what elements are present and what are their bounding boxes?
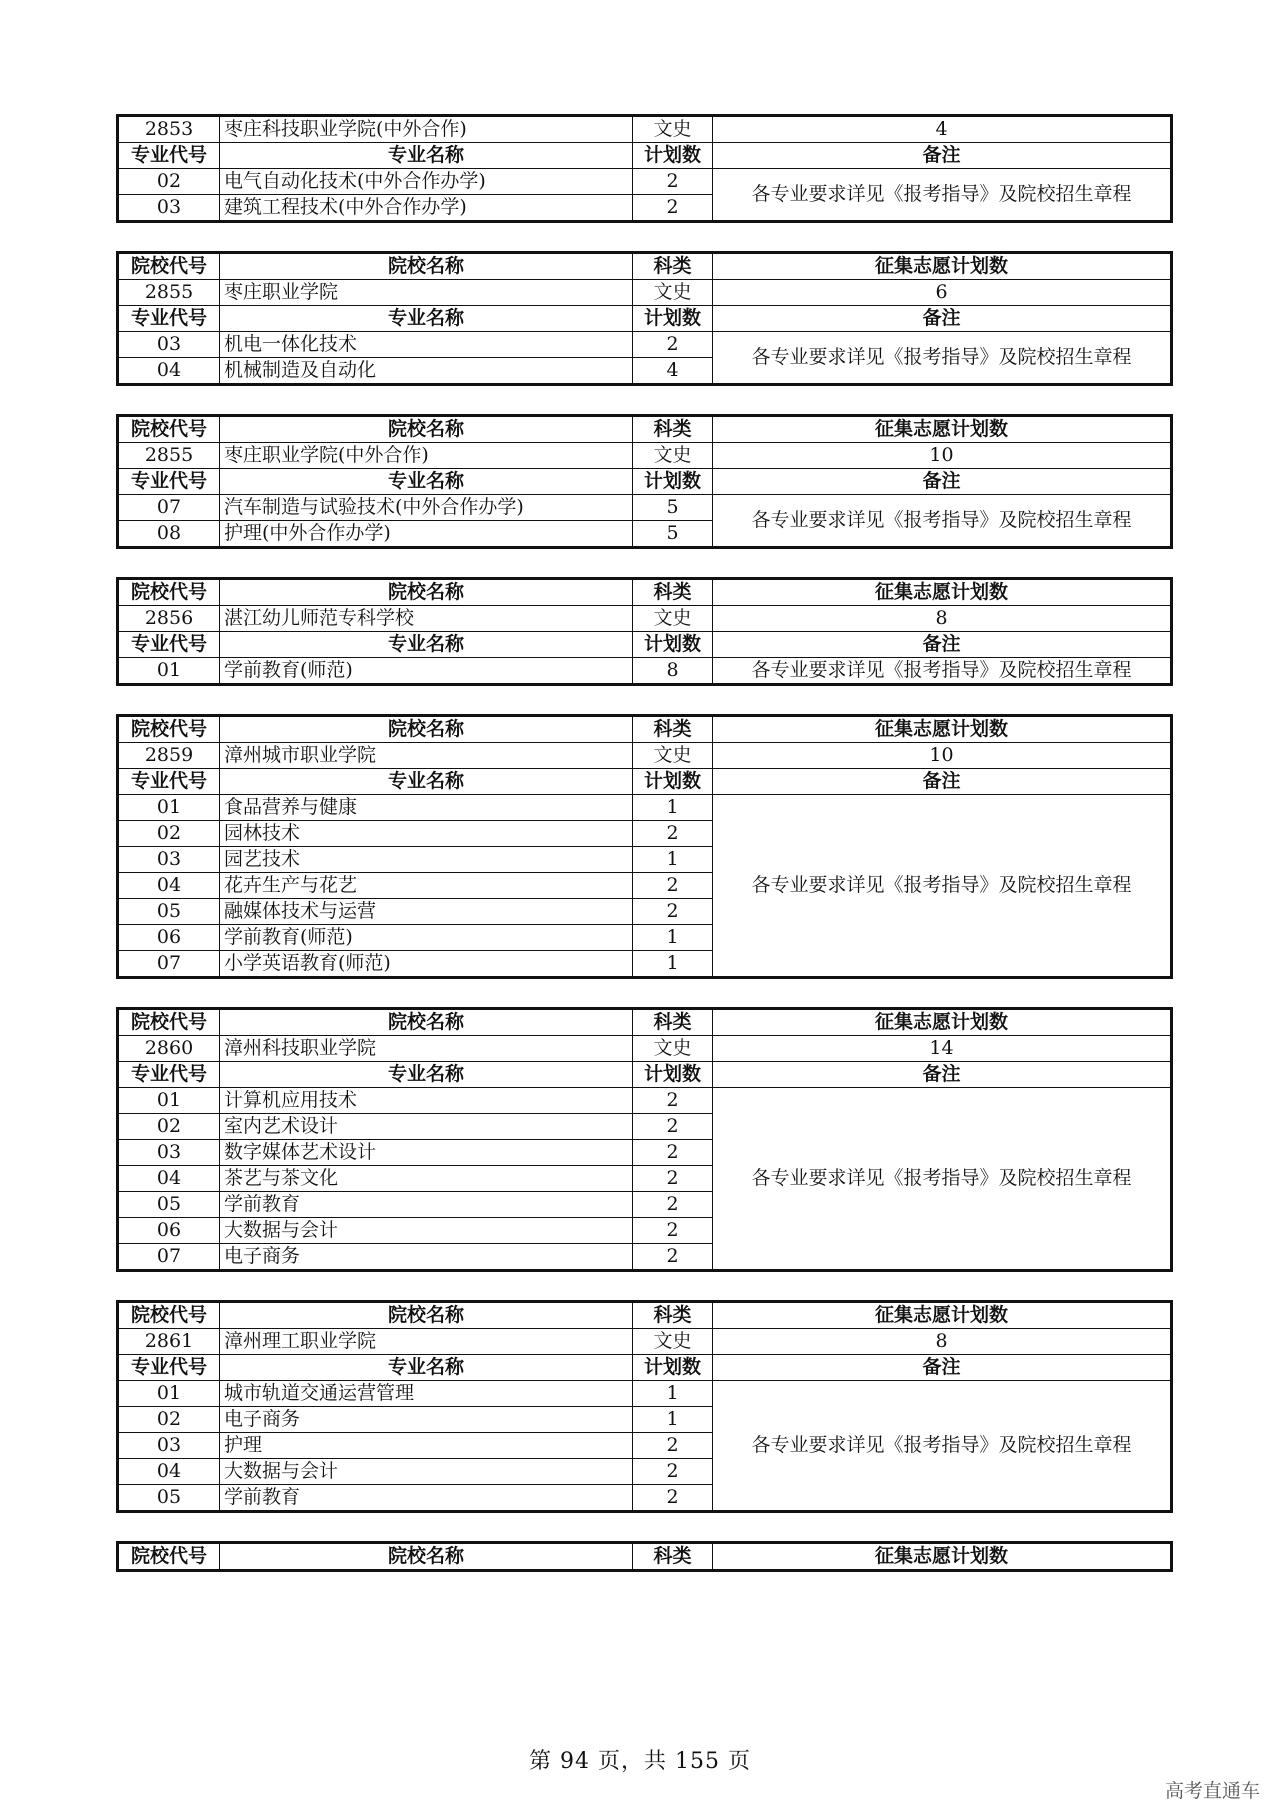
major-plan-count: 2 (633, 1459, 713, 1485)
subject: 文史 (633, 1036, 713, 1062)
header-plan-count: 计划数 (633, 1355, 713, 1381)
header-remark: 备注 (713, 1062, 1172, 1088)
major-name: 机械制造及自动化 (220, 358, 633, 385)
major-code: 08 (118, 521, 220, 548)
header-major-code: 专业代号 (118, 143, 220, 169)
school-info-row (118, 280, 1172, 306)
major-plan-count: 2 (633, 1166, 713, 1192)
header-major-name: 专业名称 (220, 632, 633, 658)
major-name: 小学英语教育(师范) (220, 951, 633, 978)
school-code: 2859 (118, 743, 220, 769)
remark: 各专业要求详见《报考指导》及院校招生章程 (713, 1088, 1172, 1271)
header-plan-total: 征集志愿计划数 (713, 1543, 1172, 1571)
major-name: 数字媒体艺术设计 (220, 1140, 633, 1166)
header-school-name: 院校名称 (220, 579, 633, 606)
subject: 文史 (633, 116, 713, 143)
school-name: 湛江幼儿师范专科学校 (220, 606, 633, 632)
major-plan-count: 2 (633, 821, 713, 847)
school-block (116, 414, 1173, 549)
major-header-row (118, 143, 1172, 169)
header-school-name: 院校名称 (220, 416, 633, 443)
remark: 各专业要求详见《报考指导》及院校招生章程 (713, 658, 1172, 685)
watermark-text: 高考直通车 (1164, 1780, 1260, 1802)
major-header-row (118, 769, 1172, 795)
major-name: 机电一体化技术 (220, 332, 633, 358)
major-code: 04 (118, 873, 220, 899)
header-school-name: 院校名称 (220, 1543, 633, 1571)
major-name: 学前教育 (220, 1485, 633, 1512)
school-code: 2855 (118, 443, 220, 469)
major-plan-count: 1 (633, 1407, 713, 1433)
school-header-row (118, 1543, 1172, 1571)
page-number: 第 94 页，共 155 页 (529, 1749, 751, 1774)
school-name: 枣庄职业学院 (220, 280, 633, 306)
major-code: 02 (118, 821, 220, 847)
major-plan-count: 1 (633, 951, 713, 978)
major-row (118, 332, 1172, 358)
header-school-name: 院校名称 (220, 1302, 633, 1329)
major-header-row (118, 632, 1172, 658)
header-remark: 备注 (713, 769, 1172, 795)
header-remark: 备注 (713, 306, 1172, 332)
major-plan-count: 2 (633, 899, 713, 925)
school-block (116, 1541, 1173, 1572)
major-code: 06 (118, 925, 220, 951)
header-school-name: 院校名称 (220, 1009, 633, 1036)
header-school-name: 院校名称 (220, 253, 633, 280)
major-row (118, 658, 1172, 685)
major-name: 电气自动化技术(中外合作办学) (220, 169, 633, 195)
admission-plan-tables (116, 114, 1170, 1600)
major-code: 03 (118, 847, 220, 873)
plan-total: 6 (713, 280, 1172, 306)
remark: 各专业要求详见《报考指导》及院校招生章程 (713, 495, 1172, 548)
header-subject: 科类 (633, 1302, 713, 1329)
major-plan-count: 2 (633, 332, 713, 358)
header-plan-count: 计划数 (633, 469, 713, 495)
header-major-name: 专业名称 (220, 143, 633, 169)
school-block (116, 114, 1173, 223)
school-block (116, 1300, 1173, 1513)
header-major-code: 专业代号 (118, 1355, 220, 1381)
major-code: 05 (118, 1192, 220, 1218)
major-plan-count: 1 (633, 1381, 713, 1407)
major-name: 大数据与会计 (220, 1459, 633, 1485)
major-code: 04 (118, 358, 220, 385)
major-code: 01 (118, 658, 220, 685)
major-name: 茶艺与茶文化 (220, 1166, 633, 1192)
header-school-code: 院校代号 (118, 579, 220, 606)
major-code: 03 (118, 332, 220, 358)
school-header-row (118, 579, 1172, 606)
remark: 各专业要求详见《报考指导》及院校招生章程 (713, 795, 1172, 978)
major-name: 学前教育 (220, 1192, 633, 1218)
header-major-code: 专业代号 (118, 632, 220, 658)
plan-total: 4 (713, 116, 1172, 143)
major-header-row (118, 306, 1172, 332)
header-major-name: 专业名称 (220, 1062, 633, 1088)
school-name: 漳州科技职业学院 (220, 1036, 633, 1062)
major-name: 护理(中外合作办学) (220, 521, 633, 548)
major-code: 07 (118, 495, 220, 521)
major-code: 01 (118, 1088, 220, 1114)
plan-total: 14 (713, 1036, 1172, 1062)
school-code: 2860 (118, 1036, 220, 1062)
header-major-name: 专业名称 (220, 769, 633, 795)
major-plan-count: 2 (633, 1433, 713, 1459)
header-plan-total: 征集志愿计划数 (713, 1009, 1172, 1036)
major-row (118, 795, 1172, 821)
major-name: 大数据与会计 (220, 1218, 633, 1244)
major-plan-count: 1 (633, 925, 713, 951)
header-subject: 科类 (633, 253, 713, 280)
major-plan-count: 2 (633, 1192, 713, 1218)
header-school-name: 院校名称 (220, 716, 633, 743)
major-plan-count: 2 (633, 169, 713, 195)
subject: 文史 (633, 443, 713, 469)
major-plan-count: 4 (633, 358, 713, 385)
header-school-code: 院校代号 (118, 1302, 220, 1329)
header-plan-total: 征集志愿计划数 (713, 416, 1172, 443)
major-name: 融媒体技术与运营 (220, 899, 633, 925)
major-code: 07 (118, 1244, 220, 1271)
major-name: 建筑工程技术(中外合作办学) (220, 195, 633, 222)
major-code: 03 (118, 1140, 220, 1166)
header-subject: 科类 (633, 1543, 713, 1571)
school-code: 2861 (118, 1329, 220, 1355)
school-name: 枣庄科技职业学院(中外合作) (220, 116, 633, 143)
header-school-code: 院校代号 (118, 716, 220, 743)
header-school-code: 院校代号 (118, 253, 220, 280)
school-block (116, 251, 1173, 386)
school-header-row (118, 1009, 1172, 1036)
header-remark: 备注 (713, 632, 1172, 658)
major-code: 03 (118, 1433, 220, 1459)
major-code: 01 (118, 795, 220, 821)
header-plan-count: 计划数 (633, 769, 713, 795)
major-plan-count: 2 (633, 1244, 713, 1271)
major-code: 03 (118, 195, 220, 222)
major-plan-count: 2 (633, 1485, 713, 1512)
header-remark: 备注 (713, 1355, 1172, 1381)
major-name: 电子商务 (220, 1244, 633, 1271)
subject: 文史 (633, 1329, 713, 1355)
header-plan-total: 征集志愿计划数 (713, 253, 1172, 280)
major-code: 07 (118, 951, 220, 978)
major-name: 食品营养与健康 (220, 795, 633, 821)
header-subject: 科类 (633, 579, 713, 606)
school-name: 漳州理工职业学院 (220, 1329, 633, 1355)
major-name: 室内艺术设计 (220, 1114, 633, 1140)
major-plan-count: 2 (633, 1114, 713, 1140)
school-name: 枣庄职业学院(中外合作) (220, 443, 633, 469)
subject: 文史 (633, 606, 713, 632)
header-school-code: 院校代号 (118, 1009, 220, 1036)
major-plan-count: 5 (633, 495, 713, 521)
header-major-name: 专业名称 (220, 469, 633, 495)
major-name: 护理 (220, 1433, 633, 1459)
remark: 各专业要求详见《报考指导》及院校招生章程 (713, 332, 1172, 385)
school-block (116, 577, 1173, 686)
major-name: 电子商务 (220, 1407, 633, 1433)
major-code: 06 (118, 1218, 220, 1244)
header-major-name: 专业名称 (220, 1355, 633, 1381)
header-plan-count: 计划数 (633, 1062, 713, 1088)
major-name: 计算机应用技术 (220, 1088, 633, 1114)
school-code: 2853 (118, 116, 220, 143)
major-name: 汽车制造与试验技术(中外合作办学) (220, 495, 633, 521)
major-code: 02 (118, 1114, 220, 1140)
remark: 各专业要求详见《报考指导》及院校招生章程 (713, 1381, 1172, 1512)
subject: 文史 (633, 743, 713, 769)
major-header-row (118, 469, 1172, 495)
major-code: 04 (118, 1459, 220, 1485)
header-plan-total: 征集志愿计划数 (713, 579, 1172, 606)
major-name: 园林技术 (220, 821, 633, 847)
plan-total: 8 (713, 1329, 1172, 1355)
header-major-code: 专业代号 (118, 306, 220, 332)
header-remark: 备注 (713, 469, 1172, 495)
school-block (116, 714, 1173, 979)
plan-total: 8 (713, 606, 1172, 632)
major-row (118, 1381, 1172, 1407)
header-plan-total: 征集志愿计划数 (713, 716, 1172, 743)
school-header-row (118, 416, 1172, 443)
school-code: 2856 (118, 606, 220, 632)
plan-total: 10 (713, 743, 1172, 769)
school-header-row (118, 253, 1172, 280)
major-plan-count: 8 (633, 658, 713, 685)
school-block (116, 1007, 1173, 1272)
remark: 各专业要求详见《报考指导》及院校招生章程 (713, 169, 1172, 222)
header-school-code: 院校代号 (118, 1543, 220, 1571)
header-major-code: 专业代号 (118, 769, 220, 795)
major-plan-count: 2 (633, 1140, 713, 1166)
major-header-row (118, 1062, 1172, 1088)
subject: 文史 (633, 280, 713, 306)
major-code: 01 (118, 1381, 220, 1407)
header-plan-count: 计划数 (633, 143, 713, 169)
school-info-row (118, 443, 1172, 469)
major-code: 04 (118, 1166, 220, 1192)
major-row (118, 495, 1172, 521)
header-major-code: 专业代号 (118, 469, 220, 495)
major-plan-count: 2 (633, 873, 713, 899)
header-plan-count: 计划数 (633, 632, 713, 658)
school-code: 2855 (118, 280, 220, 306)
school-name: 漳州城市职业学院 (220, 743, 633, 769)
major-row (118, 1088, 1172, 1114)
major-name: 园艺技术 (220, 847, 633, 873)
school-header-row (118, 716, 1172, 743)
major-plan-count: 2 (633, 1088, 713, 1114)
header-major-code: 专业代号 (118, 1062, 220, 1088)
school-header-row (118, 1302, 1172, 1329)
school-info-row (118, 1036, 1172, 1062)
major-code: 05 (118, 899, 220, 925)
major-name: 城市轨道交通运营管理 (220, 1381, 633, 1407)
school-info-row (118, 116, 1172, 143)
major-name: 学前教育(师范) (220, 658, 633, 685)
header-subject: 科类 (633, 716, 713, 743)
school-info-row (118, 1329, 1172, 1355)
major-code: 05 (118, 1485, 220, 1512)
plan-total: 10 (713, 443, 1172, 469)
major-plan-count: 1 (633, 847, 713, 873)
major-plan-count: 5 (633, 521, 713, 548)
school-info-row (118, 606, 1172, 632)
major-row (118, 169, 1172, 195)
header-subject: 科类 (633, 1009, 713, 1036)
header-subject: 科类 (633, 416, 713, 443)
header-plan-total: 征集志愿计划数 (713, 1302, 1172, 1329)
major-code: 02 (118, 169, 220, 195)
major-code: 02 (118, 1407, 220, 1433)
header-remark: 备注 (713, 143, 1172, 169)
header-plan-count: 计划数 (633, 306, 713, 332)
major-plan-count: 1 (633, 795, 713, 821)
major-plan-count: 2 (633, 1218, 713, 1244)
header-major-name: 专业名称 (220, 306, 633, 332)
school-info-row (118, 743, 1172, 769)
major-name: 学前教育(师范) (220, 925, 633, 951)
major-plan-count: 2 (633, 195, 713, 222)
major-header-row (118, 1355, 1172, 1381)
header-school-code: 院校代号 (118, 416, 220, 443)
major-name: 花卉生产与花艺 (220, 873, 633, 899)
